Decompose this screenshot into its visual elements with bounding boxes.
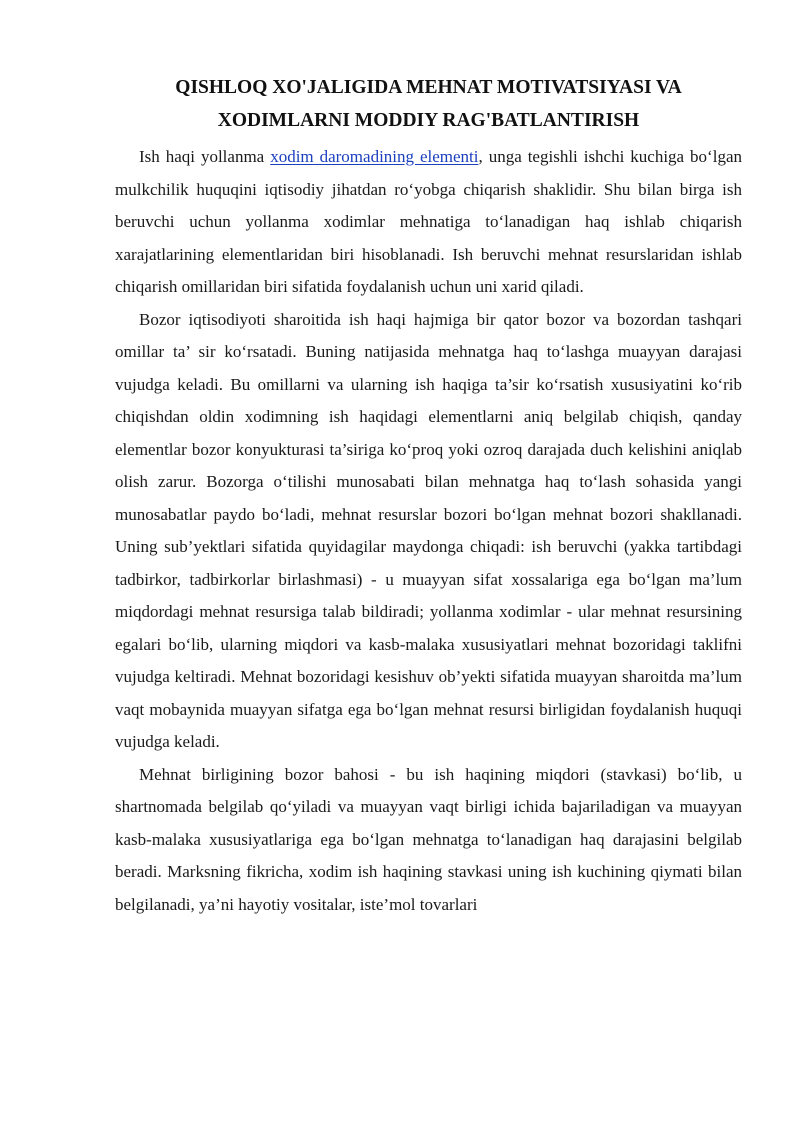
title-line-1: QISHLOQ XO'JALIGIDA MEHNAT MOTIVATSIYASI VA xyxy=(175,77,682,98)
document-body xyxy=(115,72,742,921)
paragraph-1 xyxy=(115,141,742,304)
paragraph-1-rest: , unga tegishli ishchi kuchiga bo‘lgan mulkchilik huquqini iqtisodiy jihatdan ro‘yobga chiqarish shaklidir. Shu bilan birga ish beruvchi uchun yollanma xodimlar mehnatiga to‘lanadigan haq ishlab chiqarish xarajatlarining elementlaridan biri hisoblanadi. Ish beruvchi mehnat resurslaridan ishlab chiqarish omillaridan biri sifatida foydalanish uchun uni xarid qiladi. xyxy=(115,147,742,296)
paragraph-3: Mehnat birligining bozor bahosi - bu ish haqining miqdori (stavkasi) bo‘lib, u shartnomada belgilab qo‘yiladi va muayyan vaqt birligi ichida bajariladigan va muayyan kasb-malaka xususiyatlariga ega bo‘lgan mehnatga to‘lanadigan haq darajasini belgilab beradi. Marksning fikricha, xodim ish haqining stavkasi uning ish kuchining qiymati bilan belgilanadi, ya’ni hayotiy vositalar, iste’mol tovarlari xyxy=(115,764,742,914)
paragraph-1-lead: Ish haqi yollanma xyxy=(139,147,271,166)
document-title xyxy=(115,72,742,137)
paragraph-2: Bozor iqtisodiyoti sharoitida ish haqi hajmiga bir qator bozor va bozordan tashqari omillar ta’ sir ko‘rsatadi. Buning natijasida mehnatga haq to‘lashga muayyan darajasi vujudga keladi. Bu omillarni va ularning ish haqiga ta’sir ko‘rsatish xususiyatini ko‘rib chiqishdan oldin xodimning ish haqidagi elementlarni aniq belgilab chiqish, qanday elementlar bozor konyukturasi ta’siriga ko‘proq yoki ozroq darajada duch kelishini aniqlab olish zarur. Bozorga o‘tilishi munosabati bilan mehnatga haq to‘lash sohasida yangi munosabatlar paydo bo‘ladi, mehnat resurslar bozori bo‘lgan mehnat bozori shakllanadi. Uning sub’yektlari sifatida quyidagilar maydonga chiqadi: ish beruvchi (yakka tartibdagi tadbirkor, tadbirkorlar birlashmasi) - u muayyan sifat xossalariga ega bo‘lgan ma’lum miqdordagi mehnat resursiga talab bildiradi; yollanma xodimlar - ular mehnat resursining egalari bo‘lib, ularning miqdori va kasb-malaka xususiyatlari mehnat bozoridagi taklifni vujudga keltiradi. Mehnat bozoridagi kesishuv ob’yekti sifatida muayyan sharoitda ma’lum vaqt mobaynida muayyan sifatga ega bo‘lgan mehnat resursi birligidan foydalanish huquqi vujudga keladi. xyxy=(115,309,742,751)
title-line-2: XODIMLARNI MODDIY RAG'BATLANTIRISH xyxy=(217,109,640,131)
xodim-daromadi-link[interactable]: xodim daromadining elementi xyxy=(270,147,479,166)
